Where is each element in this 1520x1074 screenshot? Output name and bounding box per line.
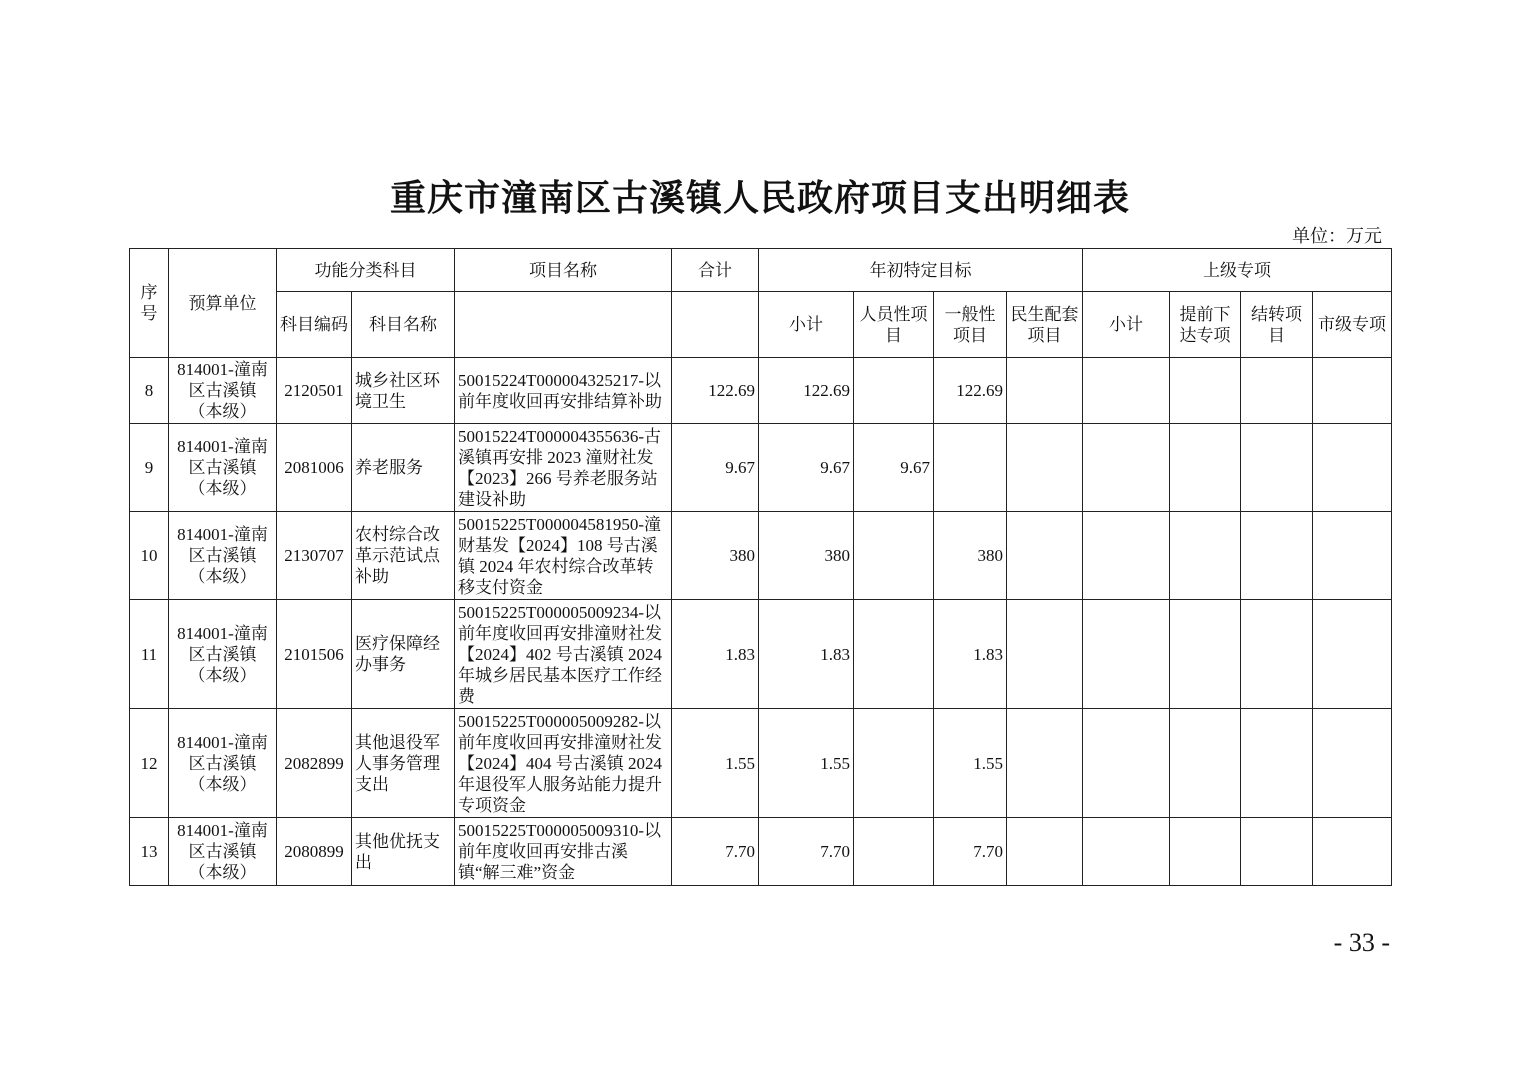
header-superior-subtotal: 小计 bbox=[1083, 292, 1170, 358]
page-number: - 33 - bbox=[1333, 928, 1390, 957]
cell-carryover bbox=[1241, 424, 1313, 512]
header-subject-name: 科目名称 bbox=[352, 292, 455, 358]
cell-unit: 814001-潼南区古溪镇（本级） bbox=[169, 358, 277, 424]
cell-general: 122.69 bbox=[934, 358, 1007, 424]
cell-seq: 13 bbox=[130, 818, 169, 886]
cell-city bbox=[1313, 600, 1392, 709]
cell-city bbox=[1313, 512, 1392, 600]
cell-subject: 城乡社区环境卫生 bbox=[352, 358, 455, 424]
unit-label: 单位：万元 bbox=[1292, 226, 1382, 246]
header-seq: 序号 bbox=[130, 249, 169, 358]
cell-livelihood bbox=[1007, 818, 1083, 886]
cell-code: 2080899 bbox=[277, 818, 352, 886]
cell-carryover bbox=[1241, 358, 1313, 424]
cell-project: 50015224T000004355636-古溪镇再安排 2023 潼财社发【2023】266 号养老服务站建设补助 bbox=[455, 424, 672, 512]
cell-unit: 814001-潼南区古溪镇（本级） bbox=[169, 709, 277, 818]
header-general: 一般性项目 bbox=[934, 292, 1007, 358]
cell-total: 1.83 bbox=[672, 600, 759, 709]
cell-sup-subtotal bbox=[1083, 358, 1170, 424]
cell-advance bbox=[1170, 709, 1241, 818]
header-annual-subtotal: 小计 bbox=[759, 292, 854, 358]
header-carryover: 结转项目 bbox=[1241, 292, 1313, 358]
cell-city bbox=[1313, 709, 1392, 818]
cell-code: 2101506 bbox=[277, 600, 352, 709]
cell-subject: 医疗保障经办事务 bbox=[352, 600, 455, 709]
cell-advance bbox=[1170, 600, 1241, 709]
cell-personnel bbox=[854, 709, 934, 818]
cell-total: 1.55 bbox=[672, 709, 759, 818]
cell-subtotal: 380 bbox=[759, 512, 854, 600]
cell-project: 50015225T000004581950-潼财基发【2024】108 号古溪镇 2024 年农村综合改革转移支付资金 bbox=[455, 512, 672, 600]
header-city: 市级专项 bbox=[1313, 292, 1392, 358]
cell-general bbox=[934, 424, 1007, 512]
header-advance: 提前下达专项 bbox=[1170, 292, 1241, 358]
cell-subtotal: 1.83 bbox=[759, 600, 854, 709]
cell-total: 7.70 bbox=[672, 818, 759, 886]
cell-subject: 其他退役军人事务管理支出 bbox=[352, 709, 455, 818]
cell-advance bbox=[1170, 358, 1241, 424]
cell-subtotal: 122.69 bbox=[759, 358, 854, 424]
cell-subject: 农村综合改革示范试点补助 bbox=[352, 512, 455, 600]
cell-general: 7.70 bbox=[934, 818, 1007, 886]
cell-subtotal: 1.55 bbox=[759, 709, 854, 818]
cell-carryover bbox=[1241, 600, 1313, 709]
header-annual-target: 年初特定目标 bbox=[759, 249, 1083, 292]
cell-carryover bbox=[1241, 512, 1313, 600]
table-row bbox=[130, 600, 1392, 709]
cell-livelihood bbox=[1007, 600, 1083, 709]
cell-seq: 10 bbox=[130, 512, 169, 600]
cell-project: 50015225T000005009234-以前年度收回再安排潼财社发【2024】402 号古溪镇 2024 年城乡居民基本医疗工作经费 bbox=[455, 600, 672, 709]
cell-general: 1.83 bbox=[934, 600, 1007, 709]
header-superior: 上级专项 bbox=[1083, 249, 1392, 292]
cell-general: 1.55 bbox=[934, 709, 1007, 818]
project-expenditure-table bbox=[129, 248, 1392, 886]
cell-total: 122.69 bbox=[672, 358, 759, 424]
table-row bbox=[130, 512, 1392, 600]
cell-project: 50015225T000005009310-以前年度收回再安排古溪镇“解三难”资金 bbox=[455, 818, 672, 886]
cell-subject: 养老服务 bbox=[352, 424, 455, 512]
header-total-empty bbox=[672, 292, 759, 358]
table-row bbox=[130, 358, 1392, 424]
header-subject-code: 科目编码 bbox=[277, 292, 352, 358]
cell-carryover bbox=[1241, 818, 1313, 886]
cell-unit: 814001-潼南区古溪镇（本级） bbox=[169, 424, 277, 512]
cell-unit: 814001-潼南区古溪镇（本级） bbox=[169, 512, 277, 600]
cell-code: 2120501 bbox=[277, 358, 352, 424]
cell-livelihood bbox=[1007, 709, 1083, 818]
cell-personnel bbox=[854, 818, 934, 886]
header-project-name: 项目名称 bbox=[455, 249, 672, 292]
cell-personnel: 9.67 bbox=[854, 424, 934, 512]
cell-total: 380 bbox=[672, 512, 759, 600]
cell-total: 9.67 bbox=[672, 424, 759, 512]
cell-sup-subtotal bbox=[1083, 600, 1170, 709]
cell-sup-subtotal bbox=[1083, 709, 1170, 818]
cell-carryover bbox=[1241, 709, 1313, 818]
cell-general: 380 bbox=[934, 512, 1007, 600]
page-title: 重庆市潼南区古溪镇人民政府项目支出明细表 bbox=[389, 178, 1130, 218]
table-row bbox=[130, 424, 1392, 512]
cell-advance bbox=[1170, 424, 1241, 512]
cell-seq: 12 bbox=[130, 709, 169, 818]
cell-livelihood bbox=[1007, 424, 1083, 512]
cell-unit: 814001-潼南区古溪镇（本级） bbox=[169, 600, 277, 709]
cell-advance bbox=[1170, 818, 1241, 886]
cell-subject: 其他优抚支出 bbox=[352, 818, 455, 886]
cell-sup-subtotal bbox=[1083, 818, 1170, 886]
cell-personnel bbox=[854, 358, 934, 424]
cell-code: 2082899 bbox=[277, 709, 352, 818]
cell-seq: 8 bbox=[130, 358, 169, 424]
header-func-class: 功能分类科目 bbox=[277, 249, 455, 292]
cell-subtotal: 7.70 bbox=[759, 818, 854, 886]
header-project-name-empty bbox=[455, 292, 672, 358]
cell-city bbox=[1313, 358, 1392, 424]
cell-sup-subtotal bbox=[1083, 424, 1170, 512]
cell-advance bbox=[1170, 512, 1241, 600]
cell-livelihood bbox=[1007, 512, 1083, 600]
header-livelihood: 民生配套项目 bbox=[1007, 292, 1083, 358]
table-row bbox=[130, 818, 1392, 886]
cell-city bbox=[1313, 424, 1392, 512]
header-personnel: 人员性项目 bbox=[854, 292, 934, 358]
cell-code: 2081006 bbox=[277, 424, 352, 512]
cell-project: 50015225T000005009282-以前年度收回再安排潼财社发【2024】404 号古溪镇 2024 年退役军人服务站能力提升专项资金 bbox=[455, 709, 672, 818]
header-total: 合计 bbox=[672, 249, 759, 292]
cell-unit: 814001-潼南区古溪镇（本级） bbox=[169, 818, 277, 886]
table-row bbox=[130, 709, 1392, 818]
cell-sup-subtotal bbox=[1083, 512, 1170, 600]
cell-personnel bbox=[854, 600, 934, 709]
cell-subtotal: 9.67 bbox=[759, 424, 854, 512]
cell-personnel bbox=[854, 512, 934, 600]
cell-project: 50015224T000004325217-以前年度收回再安排结算补助 bbox=[455, 358, 672, 424]
cell-seq: 9 bbox=[130, 424, 169, 512]
header-budget-unit: 预算单位 bbox=[169, 249, 277, 358]
cell-city bbox=[1313, 818, 1392, 886]
cell-code: 2130707 bbox=[277, 512, 352, 600]
cell-livelihood bbox=[1007, 358, 1083, 424]
cell-seq: 11 bbox=[130, 600, 169, 709]
